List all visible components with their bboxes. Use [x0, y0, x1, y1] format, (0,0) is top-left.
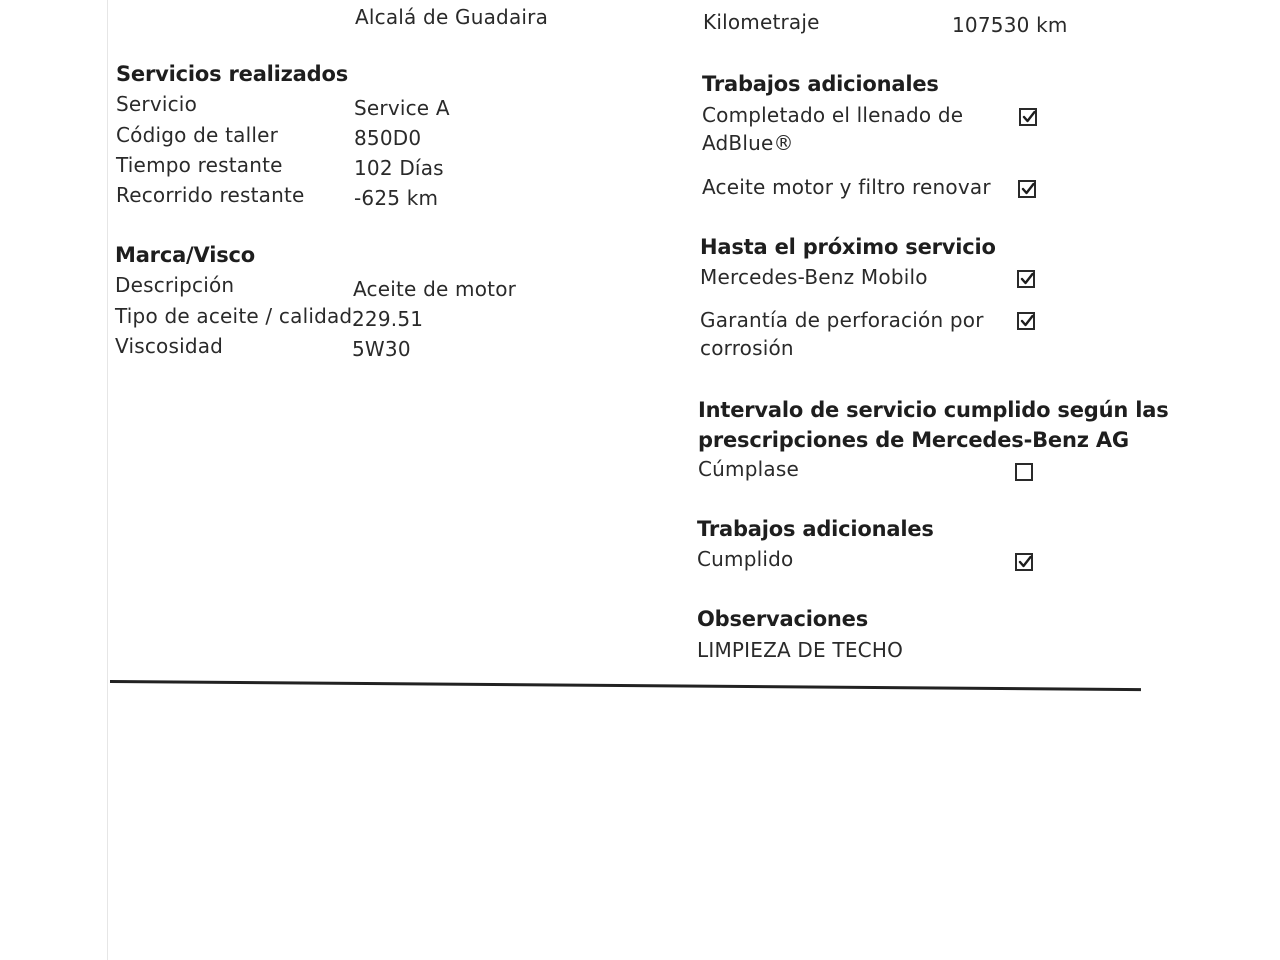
adblue-label-line1: Completado el llenado de — [702, 103, 964, 127]
tiempo-restante-value: 102 Días — [354, 156, 444, 180]
intervalo-title-line2: prescripciones de Mercedes-Benz AG — [698, 428, 1129, 452]
recorrido-restante-label: Recorrido restante — [116, 183, 305, 207]
recorrido-restante-value: -625 km — [354, 186, 439, 210]
cumplase-label: Cúmplase — [698, 457, 799, 481]
descripcion-label: Descripción — [115, 273, 235, 297]
cut-off-text-fragment — [950, 0, 1012, 2]
mobilo-checkbox[interactable] — [1017, 270, 1035, 288]
cumplase-checkbox[interactable] — [1015, 463, 1033, 481]
descripcion-value: Aceite de motor — [353, 277, 517, 301]
garantia-label-line1: Garantía de perforación por — [700, 308, 984, 332]
mileage-label: Kilometraje — [703, 10, 820, 34]
check-icon — [1020, 314, 1034, 328]
viscosidad-label: Viscosidad — [115, 334, 224, 358]
trabajos-adicionales-title: Trabajos adicionales — [702, 72, 939, 96]
servicio-label: Servicio — [116, 92, 198, 116]
garantia-label-line2: corrosión — [700, 336, 794, 360]
tipo-aceite-label: Tipo de aceite / calidad — [115, 304, 353, 328]
tiempo-restante-label: Tiempo restante — [116, 153, 283, 177]
check-icon — [1021, 182, 1035, 196]
check-icon — [1018, 555, 1032, 569]
proximo-servicio-title: Hasta el próximo servicio — [700, 235, 996, 259]
cumplido-checkbox[interactable] — [1015, 553, 1033, 571]
horizontal-divider — [110, 680, 1141, 691]
page-margin-line — [107, 0, 108, 960]
intervalo-title-line1: Intervalo de servicio cumplido según las — [698, 398, 1169, 422]
marca-title: Marca/Visco — [115, 243, 255, 267]
check-icon — [1022, 110, 1036, 124]
adblue-checkbox[interactable] — [1019, 108, 1037, 126]
location-value: Alcalá de Guadaira — [355, 5, 549, 29]
viscosidad-value: 5W30 — [352, 337, 411, 361]
codigo-taller-value: 850D0 — [354, 126, 422, 150]
cumplido-label: Cumplido — [697, 547, 794, 571]
observaciones-text: LIMPIEZA DE TECHO — [697, 638, 904, 662]
codigo-taller-label: Código de taller — [116, 123, 279, 147]
adblue-label-line2: AdBlue® — [702, 131, 794, 155]
garantia-checkbox[interactable] — [1017, 312, 1035, 330]
observaciones-title: Observaciones — [697, 607, 869, 631]
check-icon — [1020, 272, 1034, 286]
aceite-filtro-checkbox[interactable] — [1018, 180, 1036, 198]
tipo-aceite-value: 229.51 — [352, 307, 424, 331]
mobilo-label: Mercedes-Benz Mobilo — [700, 265, 928, 289]
mileage-value: 107530 km — [952, 13, 1068, 37]
trabajos-adicionales-2-title: Trabajos adicionales — [697, 517, 934, 541]
servicio-value: Service A — [354, 96, 450, 120]
aceite-filtro-label: Aceite motor y filtro renovar — [702, 175, 991, 199]
servicios-title: Servicios realizados — [116, 62, 349, 86]
